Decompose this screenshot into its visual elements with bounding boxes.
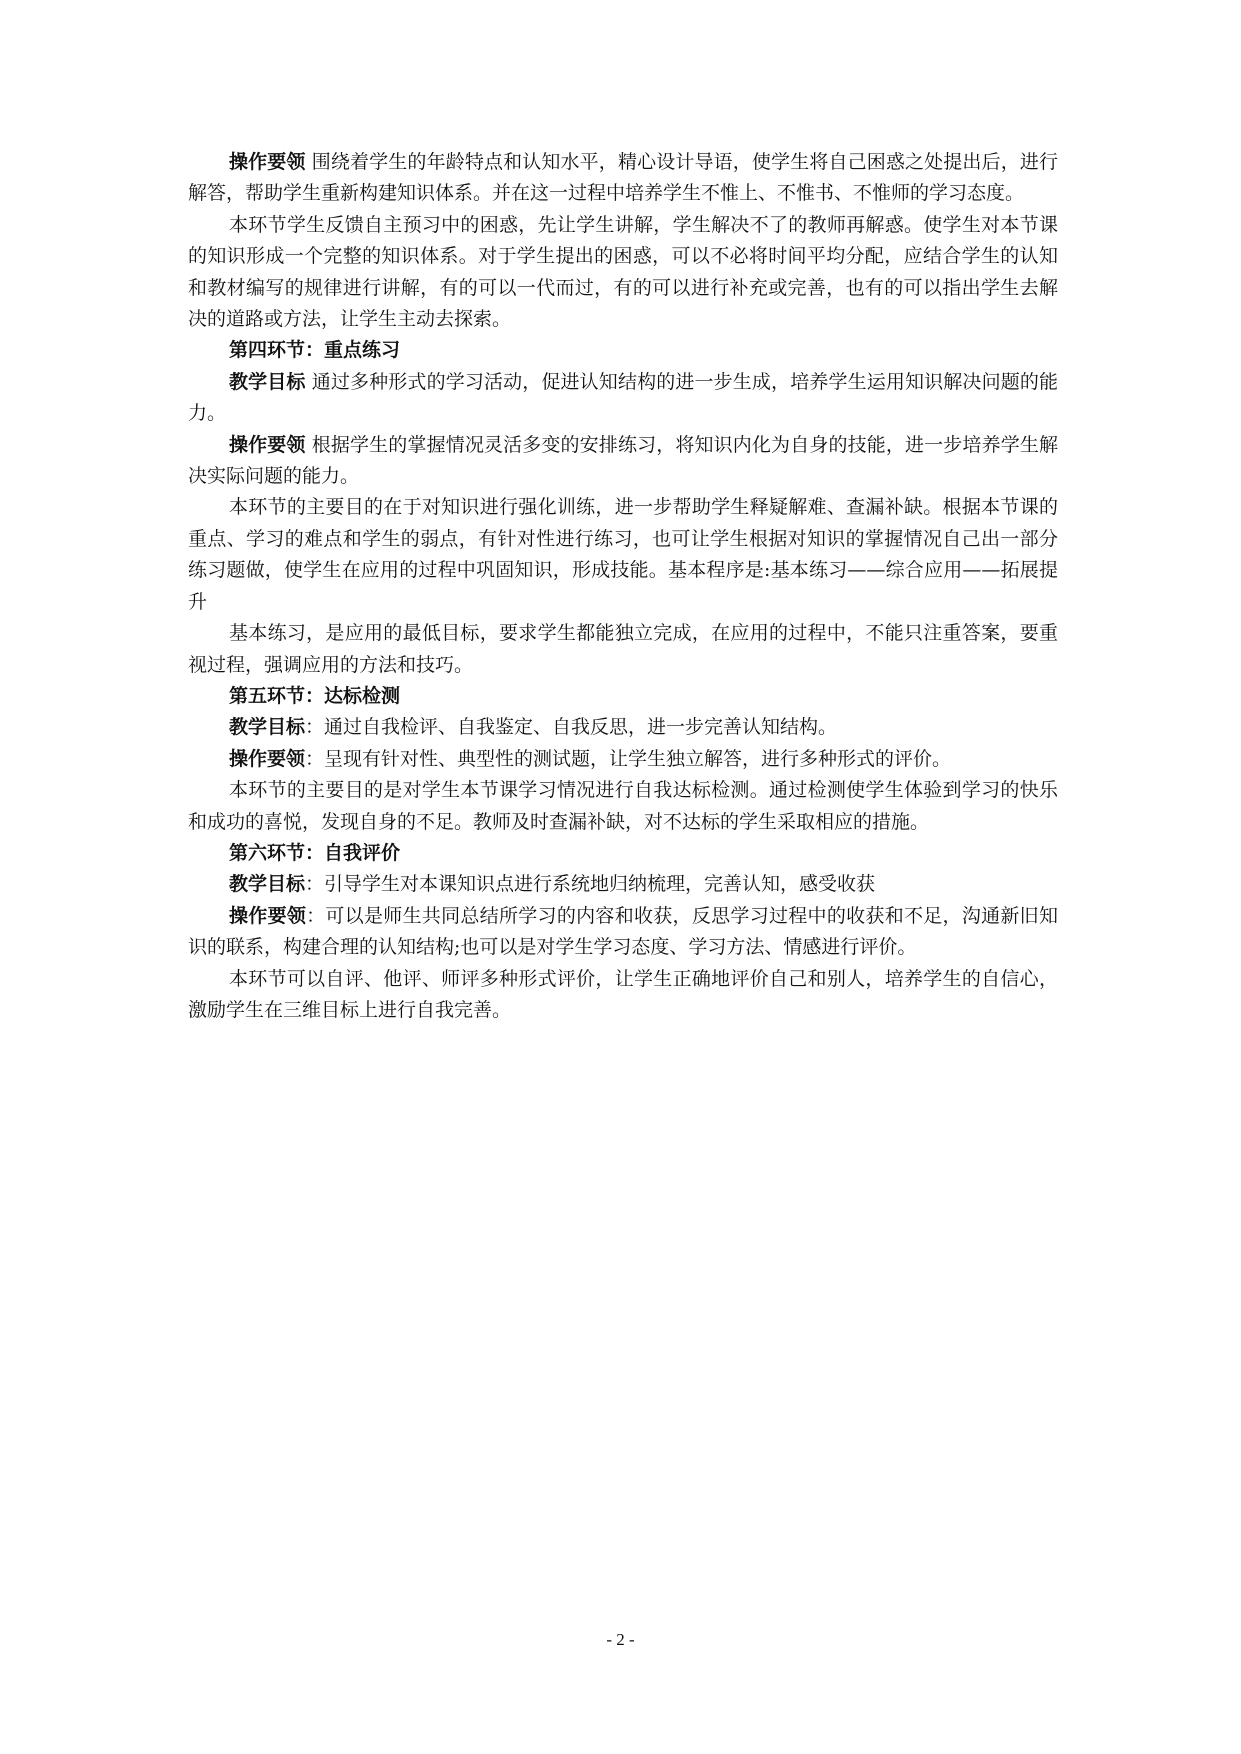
paragraph xyxy=(188,869,1058,900)
document-body xyxy=(188,147,1058,1026)
paragraph-text: ：可以是师生共同总结所学习的内容和收获，反思学习过程中的收获和不足，沟通新旧知识的联系，构建合理的认知结构;也可以是对学生学习态度、学习方法、情感进行评价。 xyxy=(188,904,1058,959)
paragraph-label: 操作要领 xyxy=(229,433,306,456)
paragraph xyxy=(188,744,1058,775)
paragraph xyxy=(188,901,1058,964)
paragraph-text: 根据学生的掌握情况灵活多变的安排练习，将知识内化为自身的技能，进一步培养学生解决实际问题的能力。 xyxy=(188,433,1058,488)
paragraph xyxy=(188,367,1058,430)
paragraph: 本环节的主要目的是对学生本节课学习情况进行自我达标检测。通过检测使学生体验到学习的快乐和成功的喜悦，发现自身的不足。教师及时查漏补缺，对不达标的学生采取相应的措施。 xyxy=(188,779,1058,833)
paragraph: 本环节学生反馈自主预习中的困惑，先让学生讲解，学生解决不了的教师再解惑。使学生对本节课的知识形成一个完整的知识体系。对于学生提出的困惑，可以不必将时间平均分配，应结合学生的认知和教材编写的规律进行讲解，有的可以一代而过，有的可以进行补充或完善，也有的可以指出学生去解决的道路或方法，让学生主动去探索。 xyxy=(188,213,1058,331)
paragraph-text: 通过多种形式的学习活动，促进认知结构的进一步生成，培养学生运用知识解决问题的能力。 xyxy=(188,370,1058,425)
paragraph-text: ：引导学生对本课知识点进行系统地归纳梳理，完善认知，感受收获 xyxy=(305,873,876,896)
paragraph: 基本练习，是应用的最低目标，要求学生都能独立完成，在应用的过程中，不能只注重答案，要重视过程，强调应用的方法和技巧。 xyxy=(188,622,1058,676)
paragraph-label: 教学目标 xyxy=(229,873,306,896)
paragraph: 本环节的主要目的在于对知识进行强化训练，进一步帮助学生释疑解难、查漏补缺。根据本节课的重点、学习的难点和学生的弱点，有针对性进行练习，也可让学生根据对知识的掌握情况自己出一部分练习题做，使学生在应用的过程中巩固知识，形成技能。基本程序是:基本练习——综合应用——拓展提升 xyxy=(188,496,1058,613)
paragraph xyxy=(188,430,1058,493)
paragraph xyxy=(188,147,1058,210)
paragraph-label: 教学目标 xyxy=(229,716,306,739)
page-number: - 2 - xyxy=(606,1630,635,1649)
section-heading: 第四环节：重点练习 xyxy=(229,339,401,362)
paragraph-text: ：呈现有针对性、典型性的测试题，让学生独立解答，进行多种形式的评价。 xyxy=(305,747,952,770)
paragraph-label: 操作要领 xyxy=(229,747,306,770)
paragraph-text: 围绕着学生的年龄特点和认知水平，精心设计导语，使学生将自己困惑之处提出后，进行解答，帮助学生重新构建知识体系。并在这一过程中培养学生不惟上、不惟书、不惟师的学习态度。 xyxy=(188,151,1058,205)
paragraph xyxy=(188,712,1058,743)
paragraph-text: ：通过自我检评、自我鉴定、自我反思，进一步完善认知结构。 xyxy=(305,716,838,739)
paragraph-label: 操作要领 xyxy=(229,904,307,927)
paragraph: 本环节可以自评、他评、师评多种形式评价，让学生正确地评价自己和别人，培养学生的自信心，激励学生在三维目标上进行自我完善。 xyxy=(188,967,1058,1021)
section-heading: 第五环节：达标检测 xyxy=(229,684,401,707)
paragraph-label: 教学目标 xyxy=(229,370,306,393)
paragraph-label: 操作要领 xyxy=(229,151,306,173)
section-heading: 第六环节：自我评价 xyxy=(229,841,401,864)
